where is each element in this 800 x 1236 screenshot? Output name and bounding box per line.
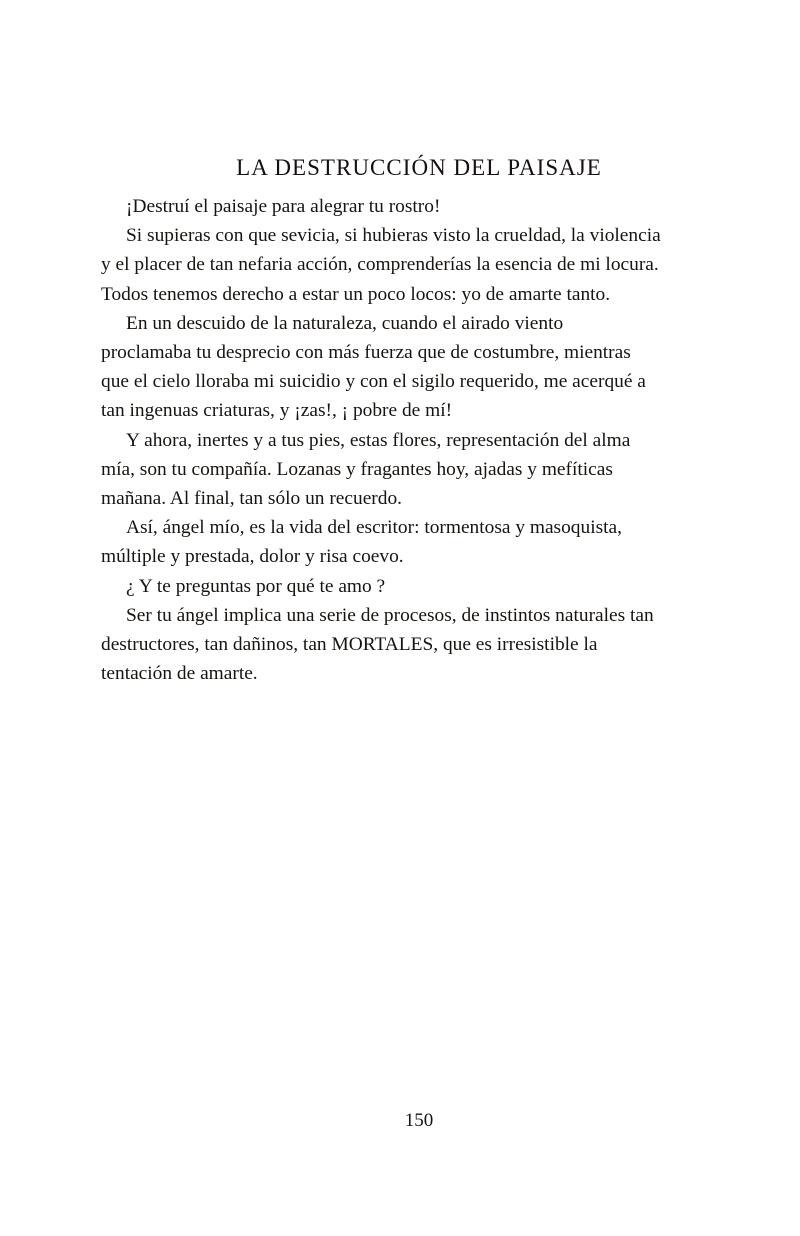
text-line: múltiple y prestada, dolor y risa coevo.: [101, 546, 404, 568]
text-line: ¿ Y te preguntas por qué te amo ?: [126, 575, 386, 597]
page-number: 150: [404, 1110, 434, 1131]
text-line: destructores, tan dañinos, tan MORTALES, que es irresistible la: [101, 634, 598, 656]
text-line: tentación de amarte.: [101, 663, 258, 685]
text-line: mañana. Al final, tan sólo un recuerdo.: [101, 488, 402, 510]
text-line: En un descuido de la naturaleza, cuando el airado viento: [126, 312, 564, 334]
text-line: Ser tu ángel implica una serie de procesos, de instintos naturales tan: [126, 604, 654, 626]
text-line: que el cielo lloraba mi suicidio y con el sigilo requerido, me acerqué a: [101, 371, 646, 393]
text-line: mía, son tu compañía. Lozanas y fragantes hoy, ajadas y mefíticas: [101, 458, 613, 480]
text-line: tan ingenuas criaturas, y ¡zas!, ¡ pobre de mí!: [101, 400, 453, 422]
text-line: Y ahora, inertes y a tus pies, estas flores, representación del alma: [126, 429, 631, 451]
text-line: Todos tenemos derecho a estar un poco locos: yo de amarte tanto.: [101, 283, 611, 305]
text-line: Si supieras con que sevicia, si hubieras visto la crueldad, la violencia: [126, 225, 661, 247]
text-line: proclamaba tu desprecio con más fuerza que de costumbre, mientras: [101, 342, 631, 364]
text-line: ¡Destruí el paisaje para alegrar tu rostro!: [126, 196, 441, 217]
text-line: Así, ángel mío, es la vida del escritor: tormentosa y masoquista,: [126, 517, 622, 539]
page-title: LA DESTRUCCIÓN DEL PAISAJE: [236, 155, 602, 181]
body-text-block: [101, 192, 719, 688]
text-line: y el placer de tan nefaria acción, comprenderías la esencia de mi locura.: [101, 254, 659, 276]
